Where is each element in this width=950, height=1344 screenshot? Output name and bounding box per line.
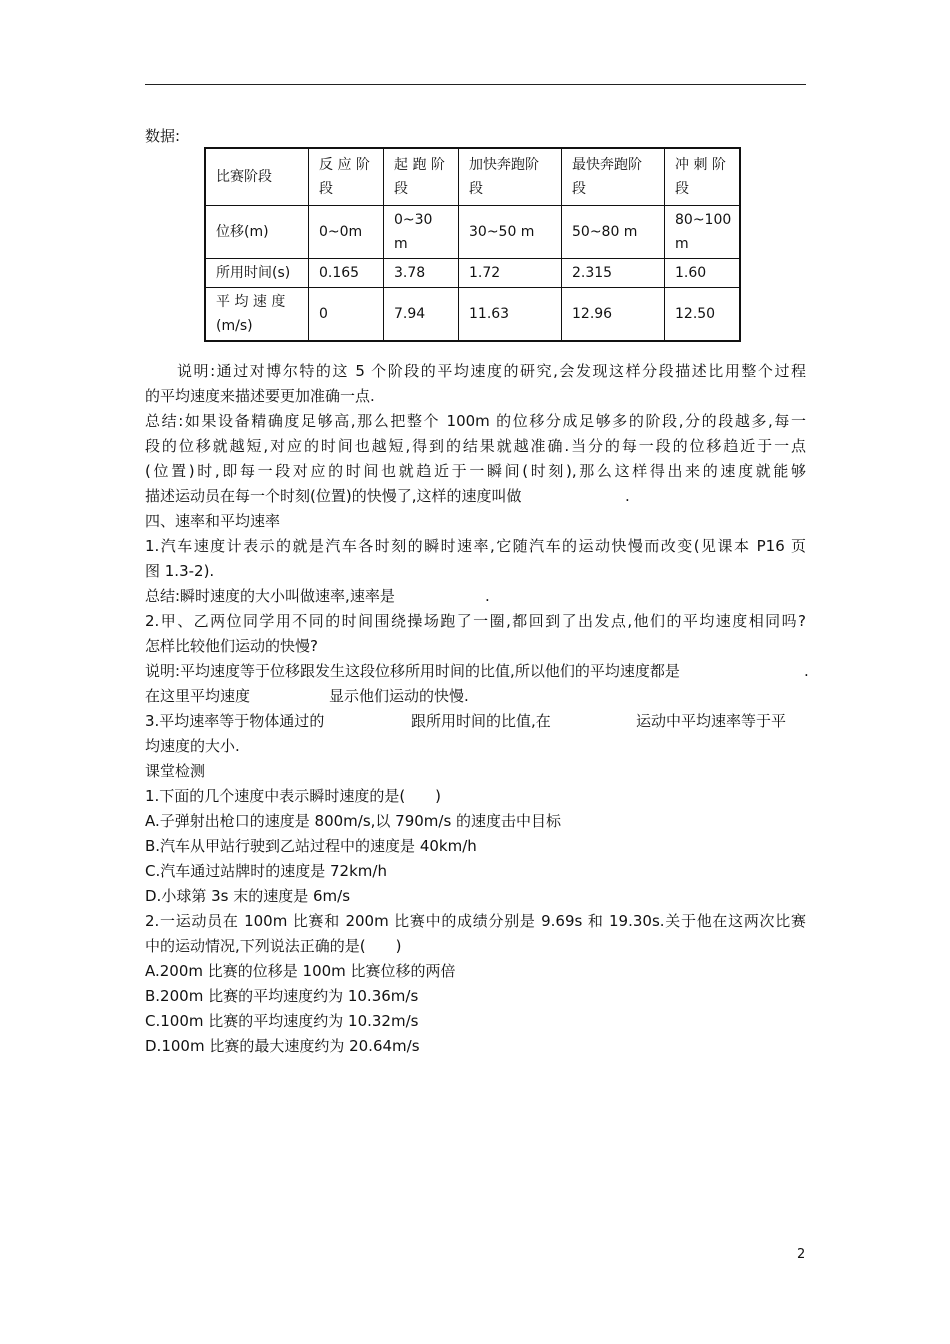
body-line: 均速度的大小. — [145, 737, 240, 755]
header-cell: 比赛阶段 — [205, 148, 309, 206]
option-line: C.汽车通过站牌时的速度是 72km/h — [145, 862, 387, 880]
header-cell: 最快奔跑阶 段 — [562, 148, 665, 206]
question-line: 中的运动情况,下列说法正确的是( ) — [145, 937, 402, 955]
body-line: 运动中平均速率等于平 — [636, 712, 787, 730]
table-cell: 1.72 — [459, 259, 562, 288]
table-cell: 12.96 — [562, 288, 665, 342]
body-line: 说明:平均速度等于位移跟发生这段位移所用时间的比值,所以他们的平均速度都是 — [145, 662, 680, 680]
table-cell: 平 均 速 度 (m/s) — [205, 288, 309, 342]
table-header-row — [205, 148, 740, 206]
body-line: 跟所用时间的比值,在 — [411, 712, 551, 730]
table-cell: 30~50 m — [459, 206, 562, 259]
option-line: D.小球第 3s 末的速度是 6m/s — [145, 887, 351, 905]
section-heading: 四、速率和平均速率 — [145, 512, 281, 530]
table-cell: 位移(m) — [205, 206, 309, 259]
table-row — [205, 288, 740, 342]
table-row — [205, 206, 740, 259]
header-cell: 起 跑 阶 段 — [384, 148, 459, 206]
body-line: 在这里平均速度 — [145, 687, 251, 705]
body-line: 1.汽车速度计表示的就是汽车各时刻的瞬时速率,它随汽车的运动快慢而改变(见课本 P16 页 — [145, 537, 806, 555]
body-line: 的平均速度来描述要更加准确一点. — [145, 387, 375, 405]
body-line: 3.平均速率等于物体通过的 — [145, 712, 325, 730]
table-cell: 2.315 — [562, 259, 665, 288]
header-cell: 加快奔跑阶 段 — [459, 148, 562, 206]
option-line: C.100m 比赛的平均速度约为 10.32m/s — [145, 1012, 419, 1030]
body-line: 2.甲、乙两位同学用不同的时间围绕操场跑了一圈,都回到了出发点,他们的平均速度相同吗? — [145, 612, 806, 630]
blank-end-period: . — [485, 587, 490, 605]
body-line: 显示他们运动的快慢. — [329, 687, 469, 705]
table-cell: 0~30 m — [384, 206, 459, 259]
option-line: D.100m 比赛的最大速度约为 20.64m/s — [145, 1037, 420, 1055]
page-number: 2 — [797, 1247, 806, 1262]
table-cell: 1.60 — [665, 259, 741, 288]
table-cell: 0 — [309, 288, 384, 342]
body-line: 总结:瞬时速度的大小叫做速率,速率是 — [145, 587, 395, 605]
body-line: 怎样比较他们运动的快慢? — [145, 637, 318, 655]
body-line: 描述运动员在每一个时刻(位置)的快慢了,这样的速度叫做 — [145, 487, 522, 505]
header-rule — [145, 84, 806, 85]
section-heading: 课堂检测 — [145, 762, 206, 780]
blank-end-period: . — [804, 662, 809, 680]
table-row — [205, 259, 740, 288]
table-cell: 11.63 — [459, 288, 562, 342]
table-cell: 7.94 — [384, 288, 459, 342]
table-cell: 0~0m — [309, 206, 384, 259]
option-line: A.子弹射出枪口的速度是 800m/s,以 790m/s 的速度击中目标 — [145, 812, 562, 830]
table-cell: 12.50 — [665, 288, 741, 342]
body-line: 段的位移就越短,对应的时间也越短,得到的结果就越准确.当分的每一段的位移趋近于一点 — [145, 437, 806, 455]
data-label: 数据: — [145, 127, 181, 145]
option-line: A.200m 比赛的位移是 100m 比赛位移的两倍 — [145, 962, 456, 980]
blank-end-period: . — [625, 487, 630, 505]
body-line: 总结:如果设备精确度足够高,那么把整个 100m 的位移分成足够多的阶段,分的段越多,每一 — [145, 412, 806, 430]
question-line: 2.一运动员在 100m 比赛和 200m 比赛中的成绩分别是 9.69s 和 19.30s.关于他在这两次比赛 — [145, 912, 806, 930]
option-line: B.200m 比赛的平均速度约为 10.36m/s — [145, 987, 419, 1005]
question-line: 1.下面的几个速度中表示瞬时速度的是( ) — [145, 787, 442, 805]
table-cell: 3.78 — [384, 259, 459, 288]
option-line: B.汽车从甲站行驶到乙站过程中的速度是 40km/h — [145, 837, 477, 855]
body-line: (位置)时,即每一段对应的时间也就趋近于一瞬间(时刻),那么这样得出来的速度就能够 — [145, 462, 806, 480]
sprint-phase-table — [204, 147, 741, 342]
header-cell: 冲 刺 阶 段 — [665, 148, 741, 206]
table-cell: 0.165 — [309, 259, 384, 288]
table-cell: 所用时间(s) — [205, 259, 309, 288]
body-line: 图 1.3-2). — [145, 562, 215, 580]
table-cell: 50~80 m — [562, 206, 665, 259]
header-cell: 反 应 阶 段 — [309, 148, 384, 206]
table-cell: 80~100 m — [665, 206, 741, 259]
body-line: 说明:通过对博尔特的这 5 个阶段的平均速度的研究,会发现这样分段描述比用整个过程 — [177, 362, 806, 380]
